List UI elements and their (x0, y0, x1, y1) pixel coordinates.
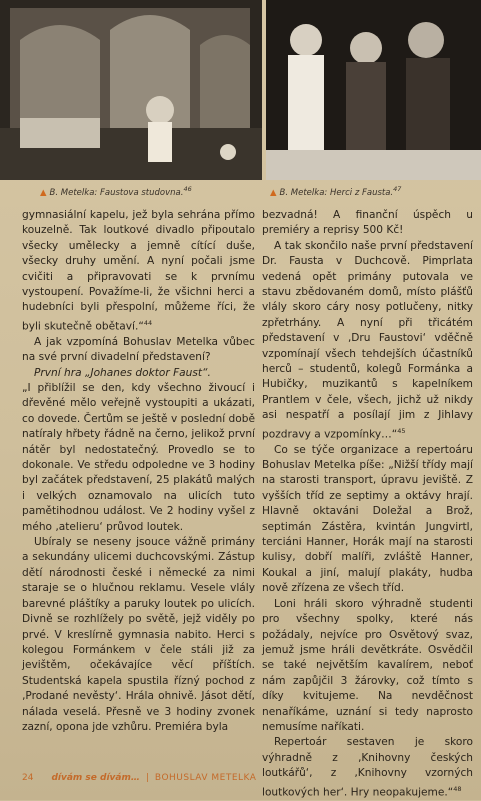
puppet-actors-photo (266, 0, 481, 180)
paragraph: Ubíraly se neseny jsouce vážně primány a sekundány ulicemi duchcovskými. Zástup dětí národnosti české i německé za nimi staraje se o hlučnou reklamu. Vesele vlály barevné pláštíky a paruky loutek po ulicích. Divně se rozhlížely po světě, jejž viděly po prvé. V kreslírně gymnasia nabito. Herci s kolegou Formánkem v čele stáli již za jevištěm, očekávajíce věcí příštích. Studentská kapela spustila řízný pochod z ‚Prodané nevěsty‘. Hrála ohnivě. Jásot dětí, nálada veselá. Přesně ve 3 hodiny zvonek zazní, opona jde vzhůru. Premiéra byla (22, 536, 255, 733)
paragraph: bezvadná! A finanční úspěch u premiéry a reprisy 500 Kč! (262, 209, 473, 237)
series-title: dívám se dívám… (51, 773, 140, 783)
footer-separator: | (145, 773, 149, 783)
page-number: 24 (22, 773, 34, 783)
caption-left (40, 185, 192, 198)
caption-left-ref: 46 (183, 185, 192, 193)
caption-right-ref: 47 (393, 185, 402, 193)
photo-faustova-studovna (0, 0, 262, 180)
page-footer (22, 773, 256, 783)
paragraph (262, 239, 473, 443)
triangle-icon: ▲ (40, 187, 47, 198)
caption-right-text: B. Metelka: Herci z Fausta. (279, 187, 394, 198)
footnote-ref: 44 (143, 318, 153, 327)
photo-herci-z-fausta (266, 0, 481, 180)
caption-right (270, 185, 401, 198)
footer-author: BOHUSLAV METELKA (154, 773, 257, 783)
paragraph (22, 208, 255, 335)
right-column (262, 208, 473, 801)
paragraph-text: gymnasiální kapelu, jež byla sehrána přímo kouzelně. Tak loutkové divadlo připoutalo všecky umělecky a jemně cítící duše, všecky druhy umění. A nyní počali jsme cvičiti a připravovati se k prvnímu vystoupení. Považíme-li, že všichni herci a hudebníci byli přespolní, můžeme říci, že byli skutečně obětaví.“ (22, 209, 255, 333)
left-column (22, 208, 255, 735)
footnote-ref: 48 (453, 784, 462, 793)
paragraph: A jak vzpomíná Bohuslav Metelka vůbec na své první divadelní představení? (22, 335, 255, 364)
puppet-study-photo (0, 0, 262, 180)
caption-left-text: B. Metelka: Faustova studovna. (49, 187, 184, 198)
paragraph: Loni hráli skoro výhradně studenti pro všechny spolky, které nás požádaly, nejvíce pro Osvětový svaz, jemuž jsme hráli devětkráte. Osvědčil se také největším kavalírem, neboť nám zapůjčil 3 žárovky, což tímto s díky kvitujeme. Na nevděčnost nenaříkáme, uznání si tedy naprosto nemusíme naříkati. (262, 597, 473, 733)
footnote-ref: 45 (397, 426, 406, 435)
subheading: První hra „Johanes doktor Faust“. (34, 366, 211, 379)
paragraph-text: A tak skončilo naše první představení Dr. Fausta v Duchcově. Pimprlata vedená opět primány putovala ve stavu zbědovaném domů, místo plášťů vlály skoro cáry nosy potlučeny, nitky zpřetrhány. A nyní při třicátém představení v ‚Dru Faustovi‘ vděčně vzpomínají všech tehdejších účastníků herců – studentů, kolegů Formánka a Hubičky, muzikantů s kapelníkem Prantlem v čele, všech, jichž už nikdy asi nespatří a posílají jim z Jihlavy pozdravy a vzpomínky…“ (262, 239, 473, 441)
paragraph: Co se týče organizace a repertoáru Bohuslav Metelka píše: „Nižší třídy mají na starosti transport, úpravu jeviště. Z vyšších tříd ze septimy a oktávy hrají. Hlavně oktaváni Doležal a Brož, septimán Zástěra, kvintán Jungvirtl, terciáni Hanner, Horák mají na starosti kulisy, dobří malíři, zvláště Hanner, Koukal a jiní, malují plakáty, hudba nově zřízena ze všech tříd. (262, 443, 473, 595)
paragraph (262, 735, 473, 800)
paragraph-text: Repertoár sestaven je skoro výhradně z ‚Knihovny českých loutkářů‘, z ‚Knihovny vzorných loutkových her‘. Hry neopakujeme.“ (262, 736, 473, 799)
triangle-icon: ▲ (270, 187, 277, 198)
paragraph: „I přiblížil se den, kdy všechno živoucí i dřevěné mělo veřejně vystoupiti a ukázati, co dovede. Čertům se ještě v poslední době natíraly hřbety řádně na černo, jelikož první nátěr byl nedostatečný. Provedlo se to dokonale. Ve středu odpoledne ve 3 hodiny byl začátek představení, 25 plakátů malých i velkých oznamovalo na ulicích tuto pamětihodnou událost. Ve 2 hodiny vyšel z mého ‚atelieru‘ průvod loutek. (22, 382, 255, 533)
